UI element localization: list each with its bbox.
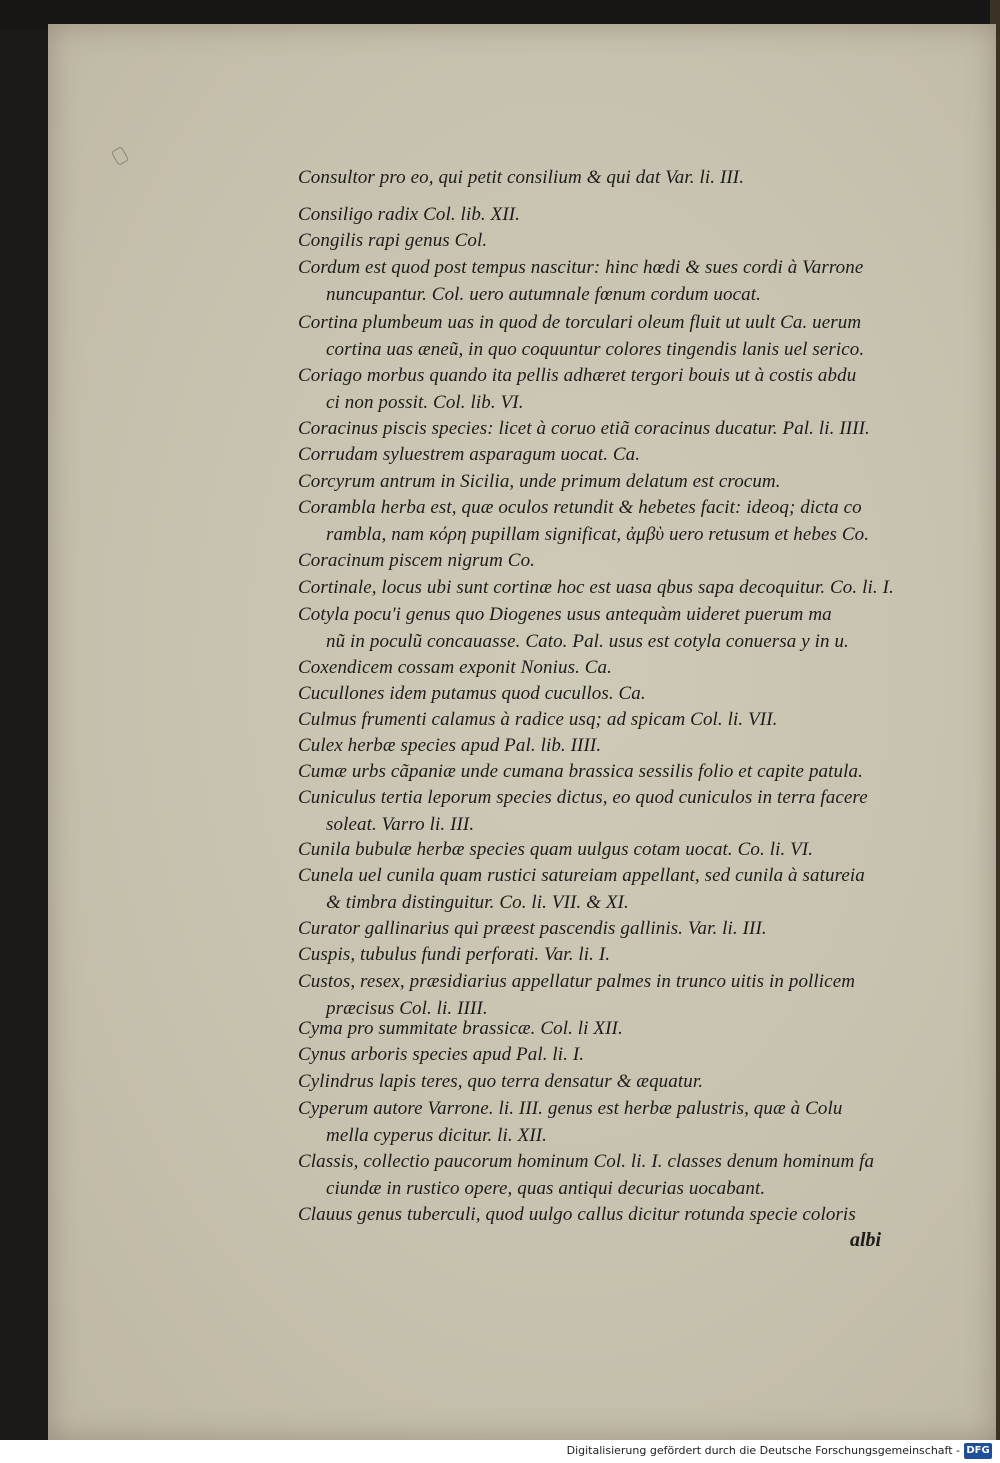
glossary-entry — [298, 415, 958, 442]
glossary-entry — [298, 915, 958, 942]
glossary-entry — [298, 1148, 958, 1202]
glossary-entry — [298, 732, 958, 759]
glossary-entry — [298, 1041, 958, 1068]
entry-line: Cynus arboris species apud Pal. li. I. — [298, 1044, 585, 1065]
glossary-entry — [298, 164, 958, 191]
entry-continuation: ci non possit. Col. lib. VI. — [326, 392, 524, 413]
entry-line: Curator gallinarius qui præest pascendis gallinis. Var. li. III. — [298, 918, 767, 939]
entry-continuation: ciundæ in rustico opere, quas antiqui decurias uocabant. — [326, 1178, 766, 1199]
entry-line: Coracinum piscem nigrum Co. — [298, 550, 536, 571]
entry-line: Cyperum autore Varrone. li. III. genus est herbæ palustris, quæ à Colu — [298, 1098, 843, 1119]
glossary-entry — [298, 1015, 958, 1042]
entry-continuation: soleat. Varro li. III. — [326, 814, 475, 835]
glossary-entry — [298, 309, 958, 363]
entry-line: Cylindrus lapis teres, quo terra densatur & æquatur. — [298, 1071, 704, 1092]
footer-bar — [0, 1440, 1000, 1463]
entry-continuation: cortina uas æneũ, in quo coquuntur colores tingendis lanis uel serico. — [326, 339, 865, 360]
entry-line: Consultor pro eo, qui petit consilium & qui dat Var. li. III. — [298, 167, 745, 188]
glossary-entry — [298, 758, 958, 785]
glossary-entry — [298, 201, 958, 228]
entry-line: Cyma pro summitate brassicæ. Col. li XII. — [298, 1018, 623, 1039]
entry-line: Cortina plumbeum uas in quod de torculari oleum fluit ut uult Ca. uerum — [298, 312, 862, 333]
entry-line: Cotyla pocu'i genus quo Diogenes usus antequàm uideret puerum ma — [298, 604, 832, 625]
glossary-entry — [298, 1095, 958, 1149]
glossary-entry — [298, 362, 958, 416]
dfg-logo-icon: DFG — [964, 1443, 992, 1459]
entry-line: Cordum est quod post tempus nascitur: hinc hœdi & sues cordi à Varrone — [298, 257, 864, 278]
glossary-entry — [298, 680, 958, 707]
entry-line: Consiligo radix Col. lib. XII. — [298, 204, 521, 225]
glossary-entry — [298, 784, 958, 838]
glossary-entry — [298, 441, 958, 468]
glossary-entry — [298, 836, 958, 863]
binding-hole — [111, 146, 129, 166]
entry-line: Cunela uel cunila quam rustici satureiam appellant, sed cunila à satureia — [298, 865, 865, 886]
glossary-entry — [298, 494, 958, 548]
entry-continuation: rambla, nam κόρη pupillam significat, ἀμβὺ uero retusum et hebes Co. — [326, 524, 870, 545]
entry-continuation: nuncupantur. Col. uero autumnale fœnum cordum uocat. — [326, 284, 761, 305]
entry-line: Clauus genus tuberculi, quod uulgo callus dicitur rotunda specie coloris — [298, 1204, 856, 1225]
entry-line: Custos, resex, præsidiarius appellatur palmes in trunco uitis in pollicem — [298, 971, 856, 992]
glossary-entry — [298, 254, 958, 308]
entry-line: Coriago morbus quando ita pellis adhæret tergori bouis ut à costis abdu — [298, 365, 857, 386]
glossary-entry — [298, 547, 958, 574]
entry-line: Culmus frumenti calamus à radice usq; ad spicam Col. li. VII. — [298, 709, 778, 730]
funding-notice: Digitalisierung gefördert durch die Deutsche Forschungsgemeinschaft - — [566, 1444, 960, 1457]
glossary-entry — [298, 968, 958, 1022]
entry-line: Congilis rapi genus Col. — [298, 230, 488, 251]
entry-line: Cunila bubulæ herbæ species quam uulgus cotam uocat. Co. li. VI. — [298, 839, 814, 860]
entry-line: Corrudam syluestrem asparagum uocat. Ca. — [298, 444, 641, 465]
entry-line: Cucullones idem putamus quod cucullos. Ca. — [298, 683, 646, 704]
glossary-entry — [298, 862, 958, 916]
entry-line: Coracinus piscis species: licet à coruo etiã coracinus ducatur. Pal. li. IIII. — [298, 418, 870, 439]
entry-line: Coxendicem cossam exponit Nonius. Ca. — [298, 657, 612, 678]
entry-line: Cortinale, locus ubi sunt cortinæ hoc est uasa qbus sapa decoquitur. Co. li. I. — [298, 577, 894, 598]
glossary-entry — [298, 227, 958, 254]
entry-line: Cuniculus tertia leporum species dictus, eo quod cuniculos in terra facere — [298, 787, 868, 808]
entry-line: Corambla herba est, quæ oculos retundit & hebetes facit: ideoq; dicta co — [298, 497, 862, 518]
glossary-entry — [298, 468, 958, 495]
entry-line: Classis, collectio paucorum hominum Col. li. I. classes denum hominum fa — [298, 1151, 875, 1172]
glossary-entry — [298, 941, 958, 968]
glossary-entry — [298, 706, 958, 733]
glossary-entry — [298, 601, 958, 655]
entry-line: Corcyrum antrum in Sicilia, unde primum delatum est crocum. — [298, 471, 781, 492]
glossary-entry — [298, 1201, 958, 1228]
glossary-entry — [298, 574, 958, 601]
entry-line: Cuspis, tubulus fundi perforati. Var. li. I. — [298, 944, 611, 965]
entry-continuation: nũ in poculũ concauasse. Cato. Pal. usus est cotyla conuersa y in u. — [326, 631, 849, 652]
catchword: albi — [850, 1229, 882, 1251]
entry-line: Culex herbæ species apud Pal. lib. IIII. — [298, 735, 602, 756]
glossary-column — [298, 24, 958, 1440]
glossary-entry — [298, 654, 958, 681]
entry-continuation: mella cyperus dicitur. li. XII. — [326, 1125, 548, 1146]
book-page — [48, 24, 996, 1440]
entry-line: Cumæ urbs cãpaniæ unde cumana brassica sessilis folio et capite patula. — [298, 761, 863, 782]
entry-continuation: præcisus Col. li. IIII. — [326, 998, 488, 1019]
entry-continuation: & timbra distinguitur. Co. li. VII. & XI. — [326, 892, 629, 913]
glossary-entry — [298, 1068, 958, 1095]
